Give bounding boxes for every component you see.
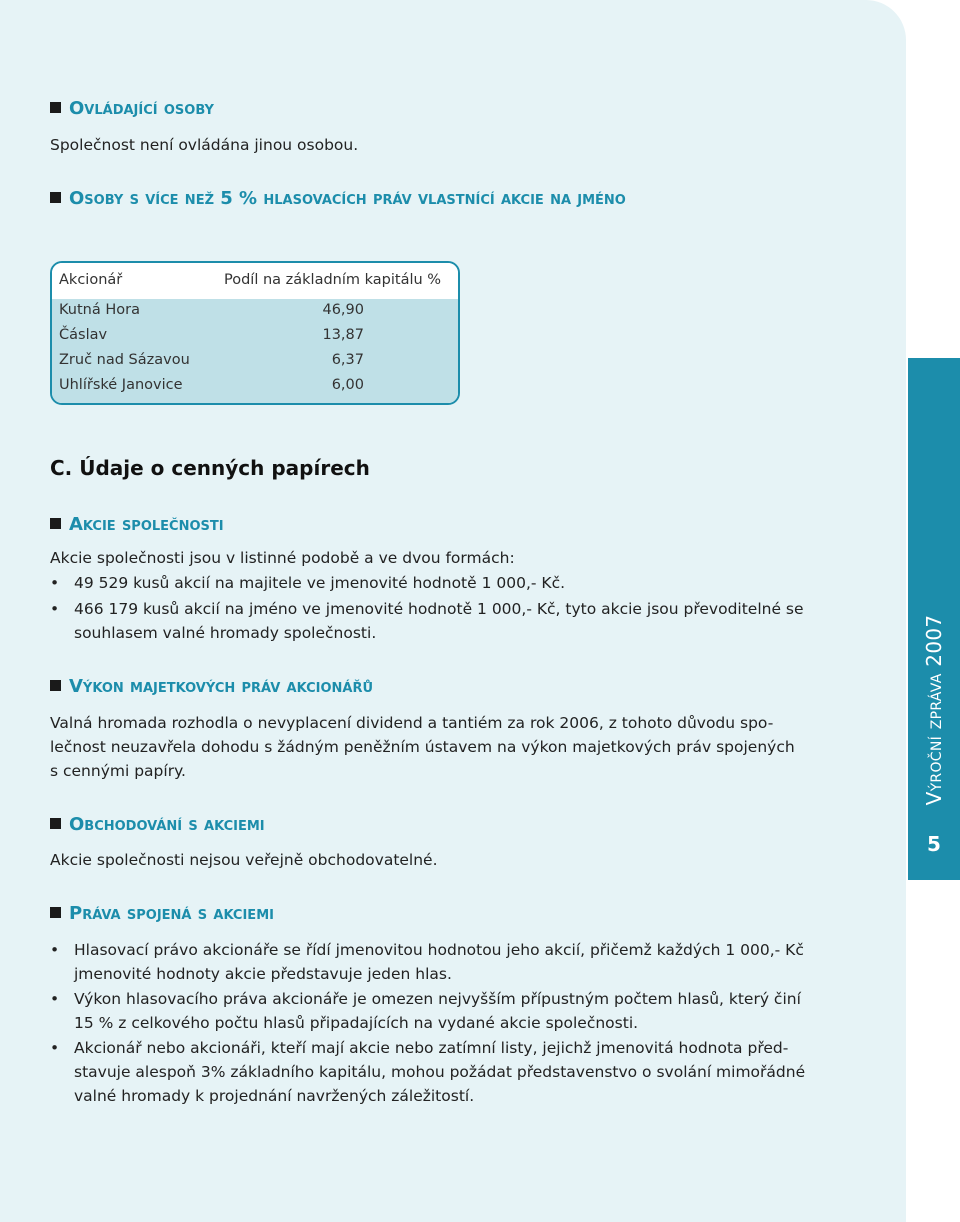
ownership-text: Společnost není ovládána jinou osobou.	[50, 136, 359, 154]
square-bullet-icon	[50, 818, 61, 829]
section-c-title: C. Údaje o cenných papírech	[50, 456, 370, 480]
rights-exercise-line: lečnost neuzavřela dohodu s žádným peněžním ústavem na výkon majetkových práv spojených	[50, 738, 795, 756]
side-title: Výroční zpráva 2007	[922, 614, 946, 806]
heading-trading: Obchodování s akciemi	[50, 814, 265, 835]
heading-rights: Práva spojená s akciemi	[50, 903, 274, 924]
square-bullet-icon	[50, 518, 61, 529]
trading-text: Akcie společnosti nejsou veřejně obchodovatelné.	[50, 851, 438, 869]
page-number: 5	[927, 832, 941, 856]
shareholders-table	[50, 261, 460, 405]
rights-exercise-line: s cennými papíry.	[50, 762, 186, 780]
table-header	[52, 263, 458, 299]
heading-ownership: Ovládající osoby	[50, 98, 214, 119]
square-bullet-icon	[50, 192, 61, 203]
heading-shares: Akcie společnosti	[50, 514, 224, 535]
heading-shareholders: Osoby s více než 5 % hlasovacích práv vlastnící akcie na jméno	[50, 188, 626, 209]
col-header-share: Podíl na základním kapitálu %	[224, 272, 442, 288]
square-bullet-icon	[50, 680, 61, 691]
col-header-name: Akcionář	[59, 272, 123, 288]
square-bullet-icon	[50, 907, 61, 918]
square-bullet-icon	[50, 102, 61, 113]
rights-exercise-line: Valná hromada rozhodla o nevyplacení dividend a tantiém za rok 2006, z tohoto důvodu spo-	[50, 714, 774, 732]
shares-intro: Akcie společnosti jsou v listinné podobě a ve dvou formách:	[50, 549, 515, 567]
table-body: Kutná Hora 46,90 Čáslav 13,87 Zruč nad Sázavou 6,37 Uhlířské Janovice 6,00	[52, 299, 458, 403]
heading-rights-exercise: Výkon majetkových práv akcionářů	[50, 676, 373, 697]
